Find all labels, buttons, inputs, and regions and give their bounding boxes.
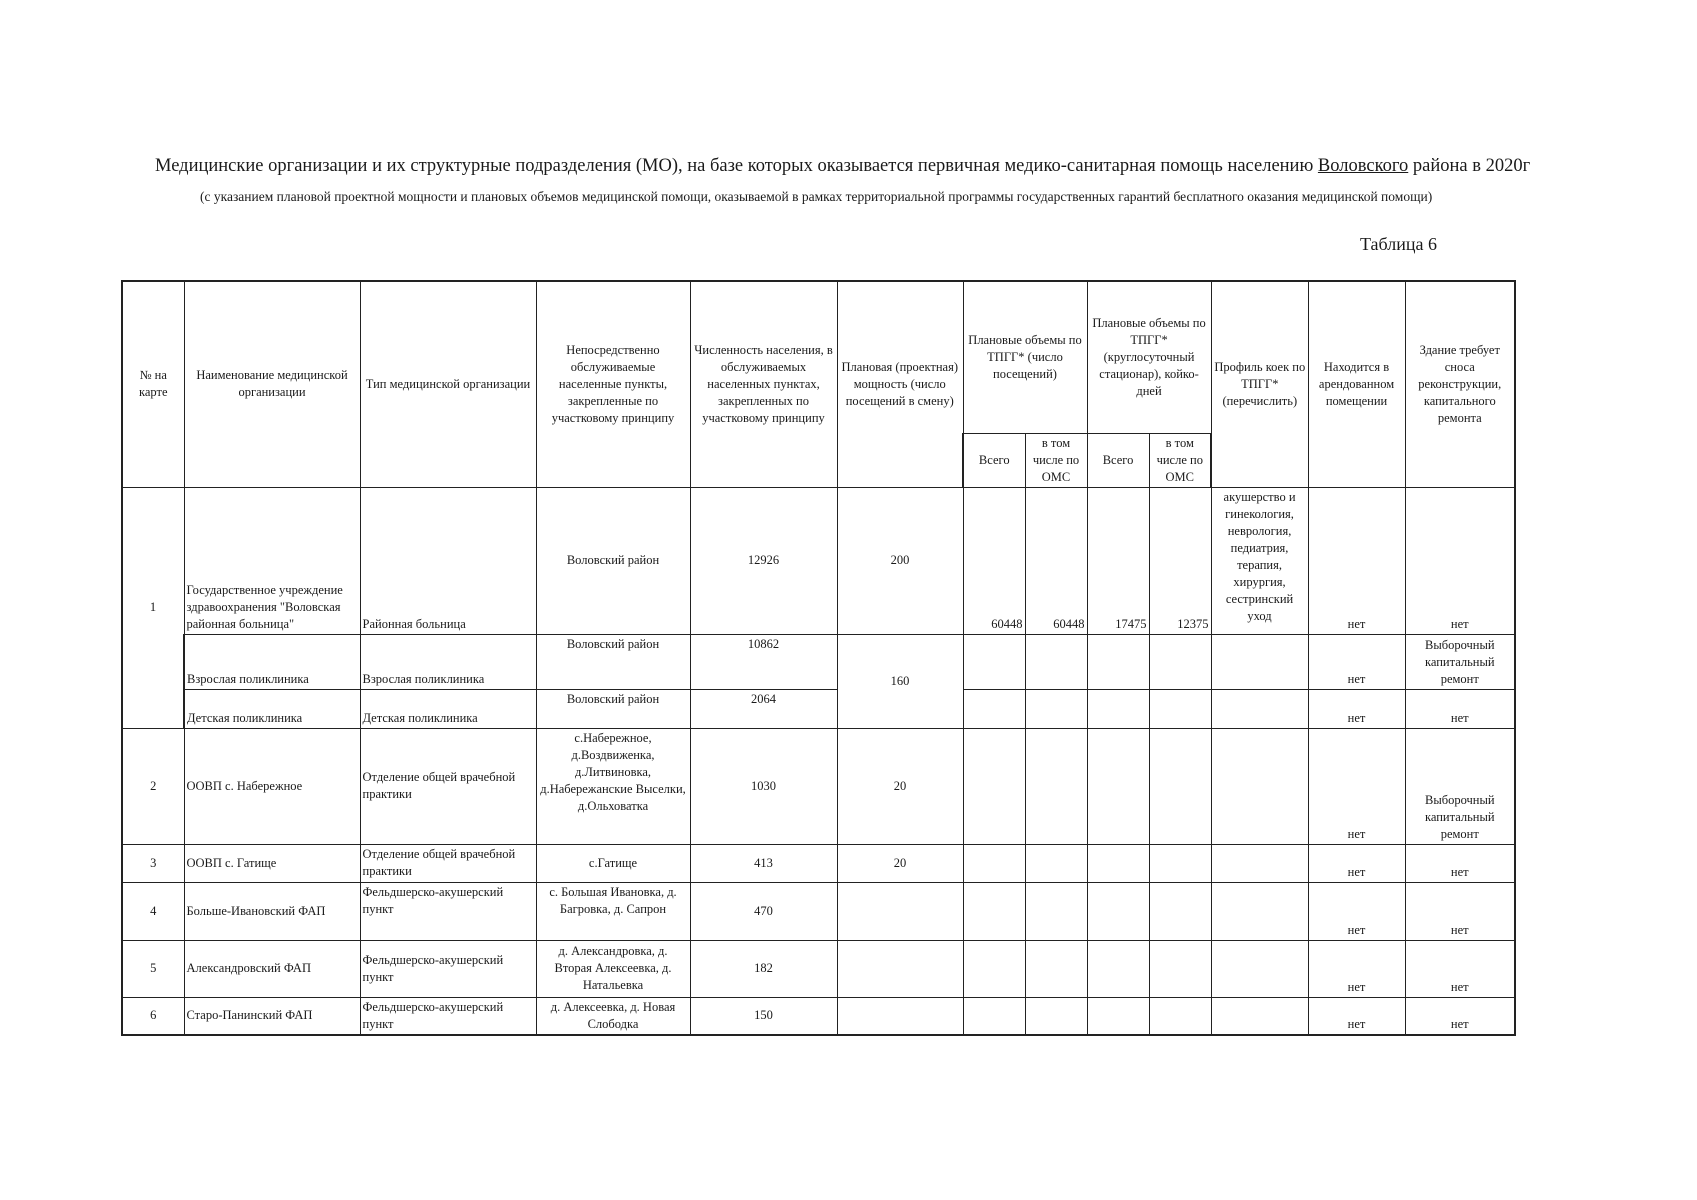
cell-type: Детская поликлиника	[360, 689, 536, 728]
cell-num: 1	[122, 487, 184, 728]
cell-visits-oms	[1025, 689, 1087, 728]
medical-organizations-table	[121, 280, 1516, 1036]
cell-visits-total	[963, 634, 1025, 689]
table-row	[122, 882, 1515, 940]
cell-repair: Выборочный капитальный ремонт	[1405, 634, 1515, 689]
cell-num: 5	[122, 940, 184, 997]
title-before: Медицинские организации и их структурные подразделения (МО), на базе которых оказывается первичная медико-санитарная помощь населению	[155, 156, 1318, 176]
cell-num: 4	[122, 882, 184, 940]
cell-name: Государственное учреждение здравоохранения "Воловская районная больница"	[184, 487, 360, 634]
cell-visits-oms	[1025, 882, 1087, 940]
cell-num: 6	[122, 997, 184, 1035]
header-visits-oms: в том числе по ОМС	[1025, 433, 1087, 487]
header-num: № на карте	[122, 281, 184, 487]
cell-visits-total	[963, 844, 1025, 882]
cell-num: 3	[122, 844, 184, 882]
cell-num: 2	[122, 728, 184, 844]
cell-beds-total	[1087, 997, 1149, 1035]
header-beds-total: Всего	[1087, 433, 1149, 487]
cell-rented: нет	[1308, 689, 1405, 728]
header-settlements: Непосредственно обслуживаемые населенные пункты, закрепленные по участковому принципу	[536, 281, 690, 487]
cell-beds-total	[1087, 844, 1149, 882]
cell-type: Фельдшерско-акушерский пункт	[360, 940, 536, 997]
cell-population: 413	[690, 844, 837, 882]
cell-beds-total	[1087, 728, 1149, 844]
cell-visits-oms	[1025, 997, 1087, 1035]
cell-population: 2064	[690, 689, 837, 728]
cell-visits-oms	[1025, 728, 1087, 844]
cell-profile	[1211, 844, 1308, 882]
cell-visits-oms	[1025, 940, 1087, 997]
cell-type: Фельдшерско-акушерский пункт	[360, 882, 536, 940]
cell-settlements: с.Гатище	[536, 844, 690, 882]
cell-beds-oms	[1149, 940, 1211, 997]
cell-repair: нет	[1405, 940, 1515, 997]
cell-profile	[1211, 940, 1308, 997]
cell-beds-oms	[1149, 882, 1211, 940]
cell-visits-total	[963, 997, 1025, 1035]
cell-repair: Выборочный капитальный ремонт	[1405, 728, 1515, 844]
header-rented: Находится в арендованном помещении	[1308, 281, 1405, 487]
header-beds-oms: в том числе по ОМС	[1149, 433, 1211, 487]
table-row	[122, 728, 1515, 844]
cell-profile	[1211, 728, 1308, 844]
cell-capacity: 20	[837, 728, 963, 844]
cell-name: ООВП с. Набережное	[184, 728, 360, 844]
cell-rented: нет	[1308, 940, 1405, 997]
cell-profile	[1211, 634, 1308, 689]
cell-capacity	[837, 940, 963, 997]
cell-settlements: Воловский район	[536, 634, 690, 689]
cell-settlements: с. Большая Ивановка, д. Багровка, д. Сапрон	[536, 882, 690, 940]
cell-profile	[1211, 882, 1308, 940]
cell-beds-oms	[1149, 844, 1211, 882]
cell-name: Старо-Панинский ФАП	[184, 997, 360, 1035]
table-row	[122, 487, 1515, 634]
cell-visits-oms	[1025, 634, 1087, 689]
cell-type: Отделение общей врачебной практики	[360, 728, 536, 844]
cell-settlements: д. Алексеевка, д. Новая Слободка	[536, 997, 690, 1035]
cell-name: Александровский ФАП	[184, 940, 360, 997]
cell-rented: нет	[1308, 634, 1405, 689]
table-label: Таблица 6	[1360, 234, 1437, 254]
cell-beds-oms: 12375	[1149, 487, 1211, 634]
cell-capacity	[837, 997, 963, 1035]
cell-settlements: с.Набережное, д.Воздвиженка, д.Литвиновка, д.Набережанские Выселки, д.Ольховатка	[536, 728, 690, 844]
cell-beds-oms	[1149, 634, 1211, 689]
cell-name: Детская поликлиника	[184, 689, 360, 728]
cell-capacity: 160	[837, 634, 963, 728]
cell-repair: нет	[1405, 689, 1515, 728]
cell-settlements: д. Александровка, д. Вторая Алексеевка, д. Натальевка	[536, 940, 690, 997]
cell-visits-oms: 60448	[1025, 487, 1087, 634]
cell-visits-total	[963, 689, 1025, 728]
table-row	[122, 634, 1515, 689]
header-repair: Здание требует сноса реконструкции, капитального ремонта	[1405, 281, 1515, 487]
cell-population: 182	[690, 940, 837, 997]
header-profile: Профиль коек по ТПГГ* (перечислить)	[1211, 281, 1308, 487]
header-beds: Плановые объемы по ТПГГ* (круглосуточный стационар), койко-дней	[1087, 281, 1211, 433]
cell-population: 10862	[690, 634, 837, 689]
cell-visits-total	[963, 728, 1025, 844]
cell-repair: нет	[1405, 997, 1515, 1035]
cell-beds-total	[1087, 882, 1149, 940]
cell-rented: нет	[1308, 487, 1405, 634]
cell-capacity	[837, 882, 963, 940]
cell-name: Больше-Ивановский ФАП	[184, 882, 360, 940]
cell-visits-total	[963, 882, 1025, 940]
cell-profile: акушерство и гинекология, неврология, педиатрия, терапия, хирургия, сестринский уход	[1211, 487, 1308, 634]
cell-type: Отделение общей врачебной практики	[360, 844, 536, 882]
table-row	[122, 997, 1515, 1035]
header-capacity: Плановая (проектная) мощность (число посещений в смену)	[837, 281, 963, 487]
cell-visits-oms	[1025, 844, 1087, 882]
cell-rented: нет	[1308, 844, 1405, 882]
cell-population: 470	[690, 882, 837, 940]
cell-beds-oms	[1149, 997, 1211, 1035]
title-after: района в 2020г	[1408, 156, 1531, 176]
cell-visits-total: 60448	[963, 487, 1025, 634]
cell-profile	[1211, 689, 1308, 728]
cell-capacity: 200	[837, 487, 963, 634]
cell-beds-total	[1087, 689, 1149, 728]
cell-capacity: 20	[837, 844, 963, 882]
document-subtitle: (с указанием плановой проектной мощности и плановых объемов медицинской помощи, оказываемой в рамках территориальной программы государственных гарантий бесплатного оказания медицинской помощи)	[200, 189, 1433, 204]
header-visits: Плановые объемы по ТПГГ* (число посещений)	[963, 281, 1087, 433]
cell-settlements: Воловский район	[536, 689, 690, 728]
cell-beds-total	[1087, 634, 1149, 689]
header-population: Численность населения, в обслуживаемых населенных пунктах, закрепленных по участковому принципу	[690, 281, 837, 487]
cell-beds-total: 17475	[1087, 487, 1149, 634]
cell-visits-total	[963, 940, 1025, 997]
cell-repair: нет	[1405, 487, 1515, 634]
table-row	[122, 940, 1515, 997]
title-district: Воловского	[1317, 156, 1409, 176]
cell-name: ООВП с. Гатище	[184, 844, 360, 882]
cell-type: Взрослая поликлиника	[360, 634, 536, 689]
cell-population: 12926	[690, 487, 837, 634]
cell-population: 1030	[690, 728, 837, 844]
cell-beds-oms	[1149, 689, 1211, 728]
cell-rented: нет	[1308, 997, 1405, 1035]
table-row	[122, 689, 1515, 728]
cell-beds-oms	[1149, 728, 1211, 844]
header-name: Наименование медицинской организации	[184, 281, 360, 487]
cell-name: Взрослая поликлиника	[184, 634, 360, 689]
cell-rented: нет	[1308, 882, 1405, 940]
document-title	[155, 156, 1555, 177]
header-type: Тип медицинской организации	[360, 281, 536, 487]
cell-repair: нет	[1405, 882, 1515, 940]
cell-type: Фельдшерско-акушерский пункт	[360, 997, 536, 1035]
cell-type: Районная больница	[360, 487, 536, 634]
table-row	[122, 844, 1515, 882]
header-visits-total: Всего	[963, 433, 1025, 487]
cell-beds-total	[1087, 940, 1149, 997]
cell-population: 150	[690, 997, 837, 1035]
cell-rented: нет	[1308, 728, 1405, 844]
cell-repair: нет	[1405, 844, 1515, 882]
cell-profile	[1211, 997, 1308, 1035]
cell-settlements: Воловский район	[536, 487, 690, 634]
